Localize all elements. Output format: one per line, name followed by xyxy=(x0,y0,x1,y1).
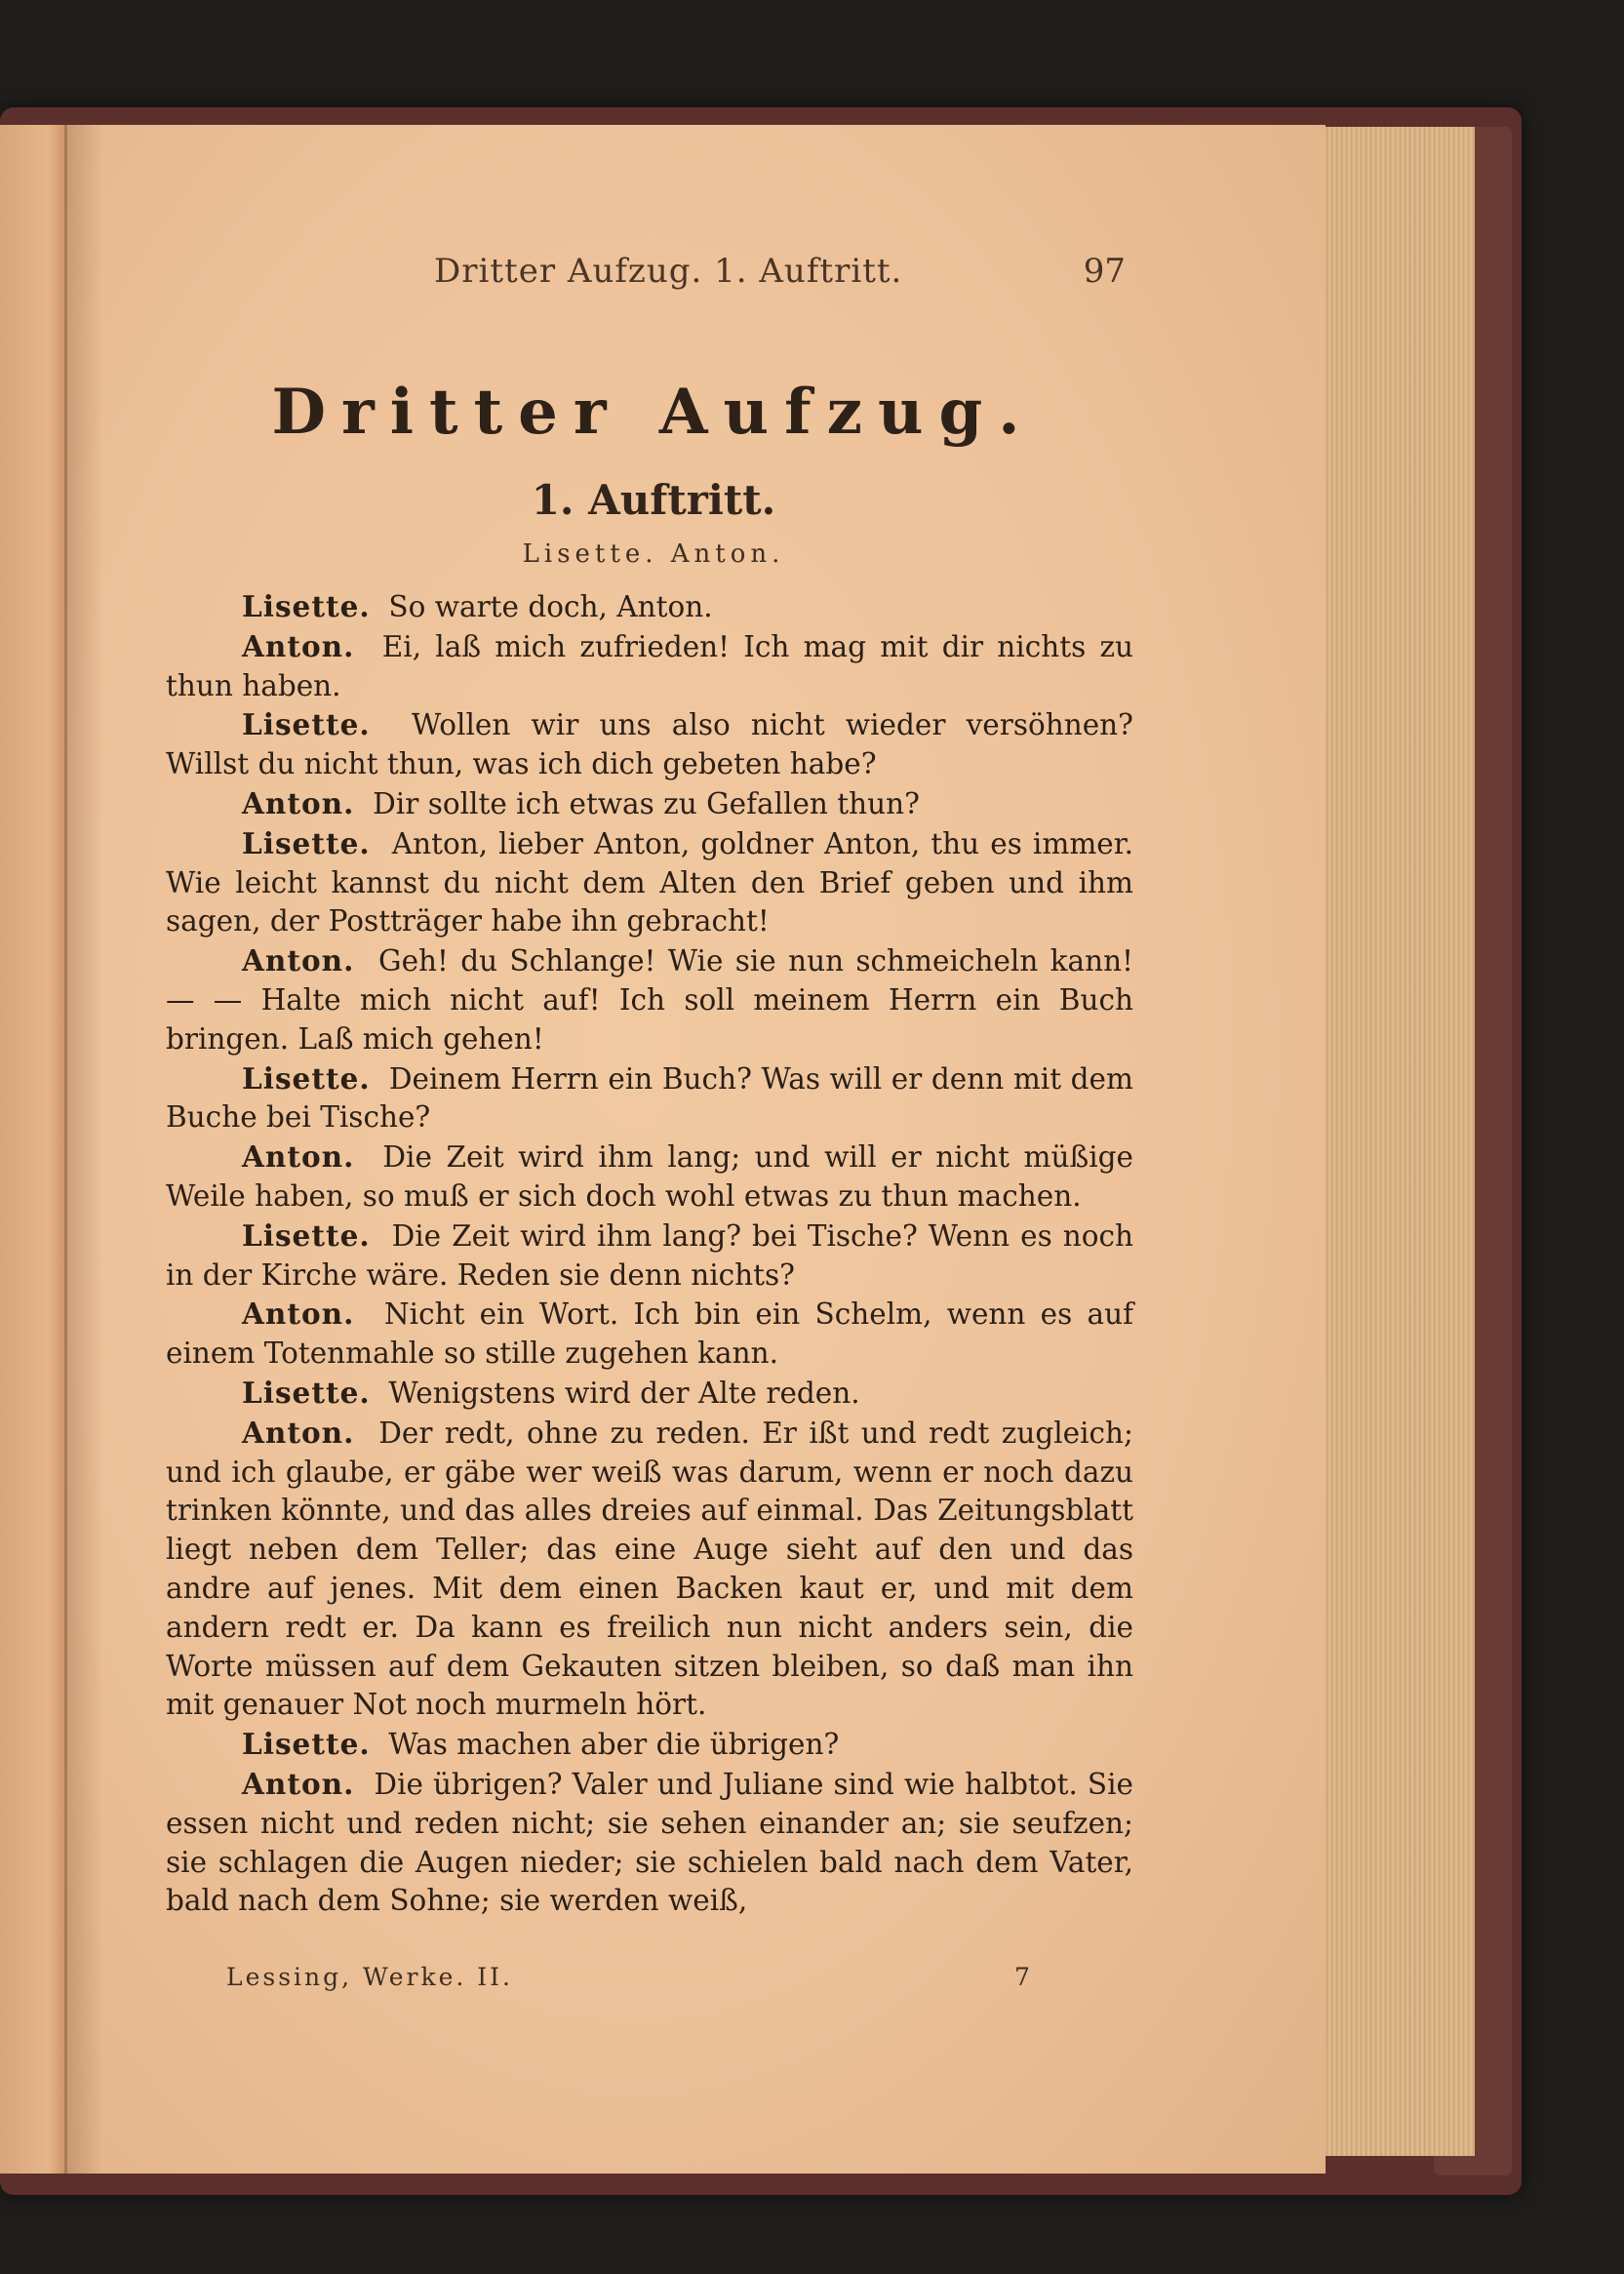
speaker-name: Anton. xyxy=(242,1297,355,1332)
dialogue-line xyxy=(166,824,1133,941)
speaker-name: Anton. xyxy=(242,1139,355,1175)
speech-text: Geh! du Schlange! Wie sie nun schmeicheln kann! — — Halte mich nicht auf! Ich soll meinem Herrn ein Buch bringen. Laß mich gehen! xyxy=(166,944,1133,1056)
dialogue-line xyxy=(166,941,1133,1058)
signature-number: 7 xyxy=(1014,1963,1030,1991)
page-edges xyxy=(1307,127,1475,2156)
dialogue-line xyxy=(166,587,1133,627)
dialogue-line xyxy=(166,1374,1133,1414)
dialogue xyxy=(166,587,1133,1921)
speech-text: Die Zeit wird ihm lang; und will er nicht müßige Weile haben, so muß er sich doch wohl etwas zu thun machen. xyxy=(166,1140,1133,1213)
act-title: Dritter Aufzug. xyxy=(271,376,1036,449)
persons-list: Lisette. Anton. xyxy=(522,539,785,569)
speech-text: Nicht ein Wort. Ich bin ein Schelm, wenn es auf einem Totenmahle so stille zugehen kann. xyxy=(166,1297,1133,1371)
dialogue-line xyxy=(166,784,1133,824)
speech-text: Ei, laß mich zufrieden! Ich mag mit dir nichts zu thun haben. xyxy=(166,629,1133,702)
printer-signature: Lessing, Werke. II. xyxy=(226,1963,513,1991)
dialogue-line xyxy=(166,705,1133,784)
speech-text: Dir sollte ich etwas zu Gefallen thun? xyxy=(373,786,920,820)
speech-text: Die übrigen? Valer und Juliane sind wie halbtot. Sie essen nicht und reden nicht; sie sehen einander an; sie seufzen; sie schlagen die Augen nieder; sie schielen bald nach dem Vater, bald nach dem Sohne; sie werden weiß, xyxy=(166,1767,1133,1918)
speech-text: Der redt, ohne zu reden. Er ißt und redt zugleich; und ich glaube, er gäbe wer weiß was darum, wenn er noch dazu trinken könnte, und das alles dreies auf einmal. Das Zeitungsblatt liegt neben dem Teller; das eine Auge sieht auf den und das andre auf jenes. Mit dem einen Backen kaut er, und mit dem andern redt er. Da kann es freilich nun nicht anders sein, die Worte müssen auf dem Gekauten sitzen bleiben, so daß man ihn mit genauer Not noch murmeln hört. xyxy=(166,1416,1133,1722)
speaker-name: Lisette. xyxy=(242,1375,371,1410)
speaker-name: Lisette. xyxy=(242,1217,371,1253)
dialogue-line xyxy=(166,1765,1133,1921)
page-header xyxy=(166,244,1141,293)
speaker-name: Anton. xyxy=(242,785,355,820)
dialogue-line xyxy=(166,1217,1133,1296)
gutter-shadow xyxy=(64,125,103,2174)
speech-text: Wenigstens wird der Alte reden. xyxy=(388,1376,860,1410)
dialogue-line xyxy=(166,627,1133,706)
speech-text: Anton, lieber Anton, goldner Anton, thu es immer. Wie leicht kannst du nicht dem Alten den Brief geben und ihm sagen, der Postträger habe ihn gebracht! xyxy=(166,826,1133,938)
dialogue-line xyxy=(166,1414,1133,1725)
speaker-name: Anton. xyxy=(242,628,355,663)
speaker-name: Anton. xyxy=(242,1415,355,1450)
speaker-name: Anton. xyxy=(242,943,355,978)
speaker-name: Anton. xyxy=(242,1766,355,1801)
speech-text: Die Zeit wird ihm lang? bei Tische? Wenn es noch in der Kirche wäre. Reden sie denn nichts? xyxy=(166,1218,1133,1292)
speech-text: Deinem Herrn ein Buch? Was will er denn mit dem Buche bei Tische? xyxy=(166,1061,1133,1135)
scene-title: 1. Auftritt. xyxy=(531,476,776,524)
page-number: 97 xyxy=(1083,252,1126,291)
dialogue-line xyxy=(166,1725,1133,1765)
dialogue-line xyxy=(166,1137,1133,1217)
speaker-name: Lisette. xyxy=(242,589,371,623)
speaker-name: Lisette. xyxy=(242,825,371,860)
speaker-name: Lisette. xyxy=(242,1060,371,1096)
speaker-name: Lisette. xyxy=(242,1727,371,1762)
left-page-edge xyxy=(0,125,68,2174)
running-title: Dritter Aufzug. 1. Auftritt. xyxy=(434,252,903,291)
speaker-name: Lisette. xyxy=(242,707,371,742)
dialogue-line xyxy=(166,1295,1133,1374)
speech-text: Was machen aber die übrigen? xyxy=(388,1728,840,1762)
speech-text: So warte doch, Anton. xyxy=(388,590,713,623)
dialogue-line xyxy=(166,1059,1133,1138)
speech-text: Wollen wir uns also nicht wieder versöhnen? Willst du nicht thun, was ich dich gebeten habe? xyxy=(166,708,1134,781)
